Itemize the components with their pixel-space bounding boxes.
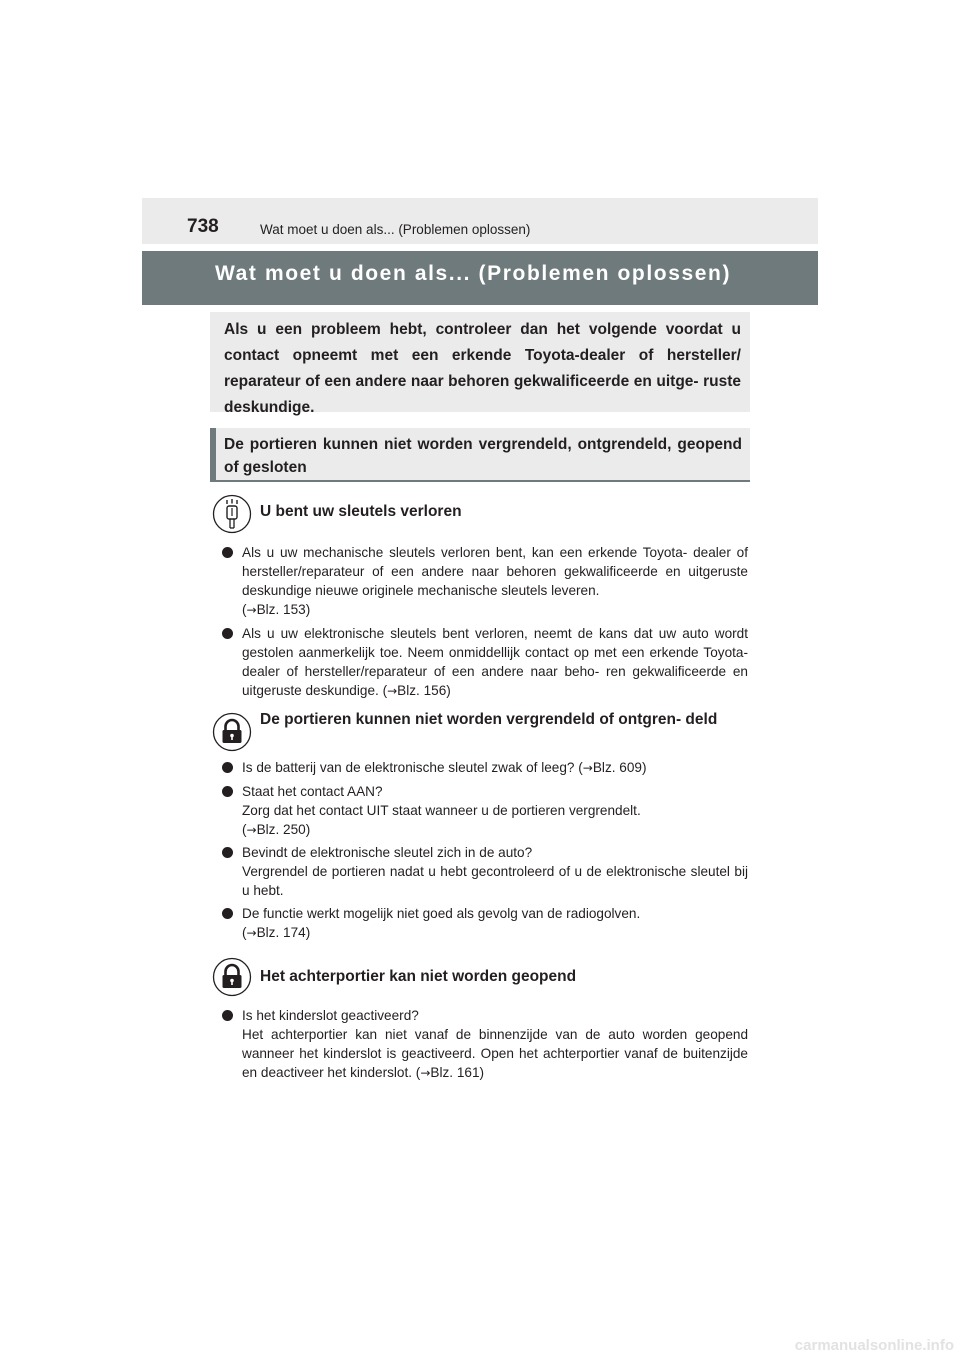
subsection-title: U bent uw sleutels verloren <box>260 503 462 520</box>
intro-box <box>210 312 750 416</box>
header-strip <box>142 198 818 244</box>
item-text: Als u uw elektronische sleutels bent verloren, neemt de kans dat uw auto wordt gestolen aanmerkelijk toe. Neem onmiddellijk contact op met een erkende Toyota-dealer of hersteller/reparateur of een andere naar beho- ren gekwalificeerde en uitgeruste deskundige. <box>242 626 748 698</box>
page-reference: Blz. 609 <box>592 760 642 775</box>
item-text: Vergrendel de portieren nadat u hebt gecontroleerd of u de elektronische sleutel bij u hebt. <box>242 864 748 898</box>
page-reference: Blz. 174 <box>256 925 306 940</box>
list-item <box>222 843 748 900</box>
bullet-icon <box>222 908 233 919</box>
bullet-icon <box>222 628 233 639</box>
running-head: Wat moet u doen als... (Problemen oplossen) <box>260 222 531 237</box>
page-title: Wat moet u doen als... (Problemen oplossen) <box>215 262 732 285</box>
bullet-icon <box>222 762 233 773</box>
item-question: Staat het contact AAN? <box>242 784 383 799</box>
section-heading: De portieren kunnen niet worden vergrendeld, ontgrendeld, geopend of gesloten <box>224 436 742 476</box>
padlock-icon <box>212 712 252 752</box>
item-question: Bevindt de elektronische sleutel zich in de auto? <box>242 845 533 860</box>
item-text: Is de batterij van de elektronische sleutel zwak of leeg? <box>242 760 575 775</box>
item-question: Is het kinderslot geactiveerd? <box>242 1008 419 1023</box>
list-item: Staat het contact AAN? Zorg dat het contact UIT staat wanneer u de portieren vergrendelt. (→Blz. 250) <box>222 782 748 840</box>
item-text: Zorg dat het contact UIT staat wanneer u de portieren vergrendelt. <box>242 803 641 818</box>
watermark <box>726 1336 954 1354</box>
bullet-icon <box>222 786 233 797</box>
item-text: De functie werkt mogelijk niet goed als gevolg van de radiogolven. <box>242 906 641 921</box>
subsection-title: De portieren kunnen niet worden vergrendeld of ontgren- deld <box>260 711 718 728</box>
bullet-icon <box>222 1010 233 1021</box>
intro-text: Als u een probleem hebt, controleer dan het volgende voordat u contact opneemt met een erkende Toyota-dealer of hersteller/ reparateur of een andere naar behoren gekwalificeerde en uitge- ruste deskundige. <box>224 321 741 416</box>
padlock-icon <box>212 957 252 997</box>
page-number: 738 <box>187 216 219 237</box>
svg-text:carmanualsonline.info: carmanualsonline.info <box>794 1337 954 1354</box>
list-item: De functie werkt mogelijk niet goed als gevolg van de radiogolven. (→Blz. 174) <box>222 904 748 943</box>
bullet-icon <box>222 547 233 558</box>
page-reference: Blz. 161 <box>430 1065 480 1080</box>
list-item: Is de batterij van de elektronische sleutel zwak of leeg? (→Blz. 609) <box>222 758 748 778</box>
page-reference: Blz. 250 <box>256 822 306 837</box>
bullet-icon <box>222 847 233 858</box>
item-text: Het achterportier kan niet vanaf de binnenzijde van de auto worden geopend wanneer het kinderslot is geactiveerd. Open het achterportier vanaf de buitenzijde en deactiveer het kinderslot. <box>242 1027 748 1080</box>
page-reference: Blz. 156 <box>397 683 447 698</box>
list-item: Is het kinderslot geactiveerd? Het achterportier kan niet vanaf de binnenzijde van de auto worden geopend wanneer het kinderslot is geactiveerd. Open het achterportier vanaf de buitenzijde en deactiveer het kinderslot. (→Blz. 161) <box>222 1006 748 1083</box>
key-icon <box>212 494 252 534</box>
item-text: Als u uw mechanische sleutels verloren bent, kan een erkende Toyota- dealer of hersteller/reparateur of een andere naar behoren gekwalificeerde en uitgeruste deskundige nieuwe originele mechanische sleutels leveren. <box>242 545 748 598</box>
page-reference: Blz. 153 <box>256 602 306 617</box>
list-item: Als u uw elektronische sleutels bent verloren, neemt de kans dat uw auto wordt gestolen aanmerkelijk toe. Neem onmiddellijk contact op met een erkende Toyota-dealer of hersteller/reparateur of een andere naar beho- ren gekwalificeerde en uitgeruste deskundige. (→Blz. 156) <box>222 624 748 701</box>
section-heading-box <box>210 428 750 482</box>
subsection-title: Het achterportier kan niet worden geopend <box>260 968 577 985</box>
list-item: Als u uw mechanische sleutels verloren bent, kan een erkende Toyota- dealer of hersteller/reparateur of een andere naar behoren gekwalificeerde en uitgeruste deskundige nieuwe originele mechanische sleutels leveren. (→Blz. 153) <box>222 543 748 620</box>
